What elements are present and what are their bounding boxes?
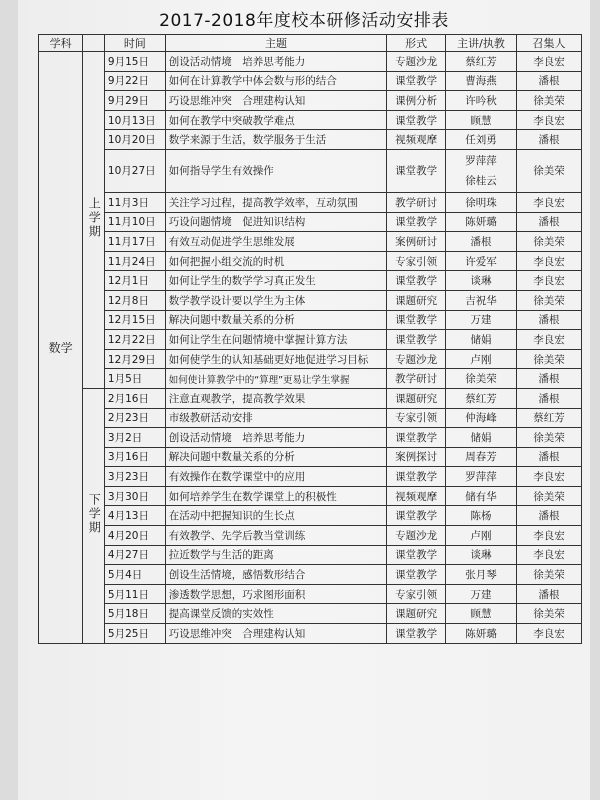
lecturer-cell: 徐明珠: [445, 192, 516, 212]
date-cell: 9月15日: [104, 52, 165, 72]
table-row: [39, 130, 582, 150]
form-cell: 课堂教学: [387, 212, 446, 232]
lecturer-cell: 吉祝华: [445, 290, 516, 310]
table-row: [39, 486, 582, 506]
convener-cell: 潘根: [517, 369, 582, 389]
table-row: [39, 349, 582, 369]
form-cell: 专家引领: [387, 251, 446, 271]
convener-cell: 潘根: [517, 130, 582, 150]
schedule-table: [38, 34, 582, 644]
topic-cell: 创设生活情境，感悟数形结合: [165, 565, 387, 585]
convener-cell: 潘根: [517, 447, 582, 467]
topic-cell: 数学来源于生活，数学服务于生活: [165, 130, 387, 150]
lecturer-cell: 卢刚: [445, 526, 516, 546]
topic-cell: 如何在计算教学中体会数与形的结合: [165, 71, 387, 91]
form-cell: 案例探讨: [387, 447, 446, 467]
header-time: 时间: [104, 35, 165, 52]
topic-cell: 提高课堂反馈的实效性: [165, 604, 387, 624]
topic-cell: 如何把握小组交流的时机: [165, 251, 387, 271]
table-row: [39, 565, 582, 585]
topic-cell: 解决问题中数量关系的分析: [165, 310, 387, 330]
topic-cell: 创设活动情境 培养思考能力: [165, 428, 387, 448]
convener-cell: 徐美荣: [517, 604, 582, 624]
date-cell: 3月16日: [104, 447, 165, 467]
lecturer-cell: 陈杨: [445, 506, 516, 526]
convener-cell: 徐美荣: [517, 91, 582, 111]
topic-cell: 有效互动促进学生思维发展: [165, 232, 387, 252]
form-cell: 专家引领: [387, 584, 446, 604]
form-cell: 专题沙龙: [387, 526, 446, 546]
lecturer-cell: 储娟: [445, 330, 516, 350]
form-cell: 专题沙龙: [387, 52, 446, 72]
lecturer-cell: [445, 149, 516, 192]
table-row: [39, 91, 582, 111]
schedule-body: [39, 52, 582, 644]
topic-cell: 关注学习过程，提高教学效率，互动氛围: [165, 192, 387, 212]
date-cell: 12月29日: [104, 349, 165, 369]
convener-cell: 潘根: [517, 388, 582, 408]
form-cell: 课堂教学: [387, 428, 446, 448]
lecturer-cell: 顾慧: [445, 604, 516, 624]
convener-cell: 徐美荣: [517, 149, 582, 192]
date-cell: 12月8日: [104, 290, 165, 310]
document-page: [18, 0, 590, 800]
semester-label: 下学期: [87, 493, 102, 536]
convener-cell: 徐美荣: [517, 565, 582, 585]
table-row: [39, 71, 582, 91]
topic-cell: 有效操作在数学课堂中的应用: [165, 467, 387, 487]
date-cell: 1月5日: [104, 369, 165, 389]
header-lecturer: 主讲/执教: [445, 35, 516, 52]
form-cell: 课堂教学: [387, 310, 446, 330]
convener-cell: 徐美荣: [517, 349, 582, 369]
form-cell: 课堂教学: [387, 467, 446, 487]
convener-cell: 潘根: [517, 212, 582, 232]
form-cell: 案例研讨: [387, 232, 446, 252]
table-row: [39, 604, 582, 624]
date-cell: 5月11日: [104, 584, 165, 604]
date-cell: 4月27日: [104, 545, 165, 565]
lecturer-cell: 储娟: [445, 428, 516, 448]
date-cell: 3月2日: [104, 428, 165, 448]
form-cell: 教学研讨: [387, 369, 446, 389]
table-row: [39, 545, 582, 565]
lecturer-cell: 罗萍萍: [445, 467, 516, 487]
form-cell: 课例分析: [387, 91, 446, 111]
date-cell: 4月20日: [104, 526, 165, 546]
form-cell: 课题研究: [387, 290, 446, 310]
table-row: [39, 584, 582, 604]
convener-cell: 徐美荣: [517, 428, 582, 448]
lecturer-cell: 徐美荣: [445, 369, 516, 389]
form-cell: 课题研究: [387, 604, 446, 624]
date-cell: 5月25日: [104, 624, 165, 644]
topic-cell: 巧设问题情境 促进知识结构: [165, 212, 387, 232]
form-cell: 课堂教学: [387, 149, 446, 192]
header-convener: 召集人: [517, 35, 582, 52]
date-cell: 10月13日: [104, 110, 165, 130]
date-cell: 11月24日: [104, 251, 165, 271]
date-cell: 3月23日: [104, 467, 165, 487]
lecturer-cell: 卢刚: [445, 349, 516, 369]
topic-cell: 有效教学、先学后教当堂训练: [165, 526, 387, 546]
date-cell: 3月30日: [104, 486, 165, 506]
form-cell: 视频观摩: [387, 130, 446, 150]
header-row: [39, 35, 582, 52]
topic-cell: 如何在教学中突破教学难点: [165, 110, 387, 130]
form-cell: 课题研究: [387, 388, 446, 408]
table-row: [39, 506, 582, 526]
subject-label: 数学: [48, 340, 73, 355]
convener-cell: 潘根: [517, 506, 582, 526]
lecturer-cell: 蔡红芳: [445, 52, 516, 72]
convener-cell: 李良宏: [517, 624, 582, 644]
lecturer-name: 罗萍萍: [465, 154, 497, 167]
form-cell: 专家引领: [387, 408, 446, 428]
date-cell: 2月23日: [104, 408, 165, 428]
topic-cell: 如何使学生的认知基础更好地促进学习目标: [165, 349, 387, 369]
form-cell: 课堂教学: [387, 330, 446, 350]
convener-cell: 李良宏: [517, 545, 582, 565]
convener-cell: 徐美荣: [517, 290, 582, 310]
lecturer-cell: 仲海峰: [445, 408, 516, 428]
form-cell: 课堂教学: [387, 545, 446, 565]
topic-cell: 创设活动情境 培养思考能力: [165, 52, 387, 72]
header-form: 形式: [387, 35, 446, 52]
date-cell: 5月4日: [104, 565, 165, 585]
date-cell: 5月18日: [104, 604, 165, 624]
form-cell: 课堂教学: [387, 271, 446, 291]
semester-cell: [83, 388, 105, 643]
form-cell: 专题沙龙: [387, 349, 446, 369]
convener-cell: 李良宏: [517, 52, 582, 72]
convener-cell: 徐美荣: [517, 486, 582, 506]
topic-cell: 在活动中把握知识的生长点: [165, 506, 387, 526]
header-topic: 主题: [165, 35, 387, 52]
topic-cell: 渗透数学思想，巧求图形面积: [165, 584, 387, 604]
lecturer-cell: 任刘勇: [445, 130, 516, 150]
topic-cell: 解决问题中数量关系的分析: [165, 447, 387, 467]
date-cell: 10月20日: [104, 130, 165, 150]
lecturer-cell: 许吟秋: [445, 91, 516, 111]
table-row: [39, 330, 582, 350]
topic-cell: 如何让学生的数学学习真正发生: [165, 271, 387, 291]
date-cell: 12月15日: [104, 310, 165, 330]
table-row: [39, 408, 582, 428]
table-row: [39, 149, 582, 192]
table-row: [39, 310, 582, 330]
topic-cell: 数学教学设计要以学生为主体: [165, 290, 387, 310]
form-cell: 教学研讨: [387, 192, 446, 212]
topic-cell: 巧设思维冲突 合理建构认知: [165, 91, 387, 111]
table-row: [39, 447, 582, 467]
topic-cell: 如何培养学生在数学课堂上的积极性: [165, 486, 387, 506]
table-row: [39, 388, 582, 408]
date-cell: 2月16日: [104, 388, 165, 408]
lecturer-cell: 陈妍璐: [445, 212, 516, 232]
table-row: [39, 110, 582, 130]
lecturer-cell: 曹海燕: [445, 71, 516, 91]
lecturer-cell: 万建: [445, 310, 516, 330]
date-cell: 12月1日: [104, 271, 165, 291]
table-row: [39, 271, 582, 291]
form-cell: 课堂教学: [387, 506, 446, 526]
topic-cell: 市级教研活动安排: [165, 408, 387, 428]
convener-cell: 潘根: [517, 310, 582, 330]
topic-cell: 注意直观教学，提高教学效果: [165, 388, 387, 408]
table-row: [39, 290, 582, 310]
convener-cell: 潘根: [517, 71, 582, 91]
topic-cell: 如何指导学生有效操作: [165, 149, 387, 192]
table-row: [39, 251, 582, 271]
lecturer-cell: 周春芳: [445, 447, 516, 467]
date-cell: 12月22日: [104, 330, 165, 350]
lecturer-cell: 谈琳: [445, 271, 516, 291]
convener-cell: 李良宏: [517, 526, 582, 546]
form-cell: 课堂教学: [387, 71, 446, 91]
convener-cell: 李良宏: [517, 271, 582, 291]
table-row: [39, 526, 582, 546]
lecturer-cell: 万建: [445, 584, 516, 604]
lecturer-name-secondary: 徐桂云: [465, 174, 497, 187]
table-row: [39, 52, 582, 72]
form-cell: 课堂教学: [387, 624, 446, 644]
topic-cell: 如何使计算教学中的“算理”更易让学生掌握: [165, 369, 387, 389]
convener-cell: 李良宏: [517, 110, 582, 130]
lecturer-cell: 储有华: [445, 486, 516, 506]
date-cell: 4月13日: [104, 506, 165, 526]
table-row: [39, 232, 582, 252]
date-cell: 11月10日: [104, 212, 165, 232]
date-cell: 9月29日: [104, 91, 165, 111]
table-row: [39, 369, 582, 389]
convener-cell: 李良宏: [517, 330, 582, 350]
table-row: [39, 467, 582, 487]
date-cell: 10月27日: [104, 149, 165, 192]
convener-cell: 潘根: [517, 584, 582, 604]
topic-cell: 巧设思维冲突 合理建构认知: [165, 624, 387, 644]
document-title: 2017-2018年度校本研修活动安排表: [159, 11, 449, 31]
date-cell: 9月22日: [104, 71, 165, 91]
header-semester: [83, 35, 105, 52]
convener-cell: 徐美荣: [517, 232, 582, 252]
lecturer-cell: 顾慧: [445, 110, 516, 130]
form-cell: 视频观摩: [387, 486, 446, 506]
date-cell: 11月17日: [104, 232, 165, 252]
table-row: [39, 624, 582, 644]
lecturer-cell: 张月琴: [445, 565, 516, 585]
lecturer-cell: 蔡红芳: [445, 388, 516, 408]
lecturer-cell: 陈妍璐: [445, 624, 516, 644]
table-row: [39, 192, 582, 212]
lecturer-cell: 许爱军: [445, 251, 516, 271]
convener-cell: 李良宏: [517, 467, 582, 487]
semester-label: 上学期: [87, 197, 102, 240]
date-cell: 11月3日: [104, 192, 165, 212]
convener-cell: 蔡红芳: [517, 408, 582, 428]
table-row: [39, 428, 582, 448]
form-cell: 课堂教学: [387, 565, 446, 585]
lecturer-cell: 谈琳: [445, 545, 516, 565]
lecturer-cell: 潘根: [445, 232, 516, 252]
convener-cell: 李良宏: [517, 192, 582, 212]
subject-cell: [39, 52, 83, 644]
topic-cell: 拉近数学与生活的距离: [165, 545, 387, 565]
topic-cell: 如何让学生在问题情境中掌握计算方法: [165, 330, 387, 350]
header-subject: 学科: [39, 35, 83, 52]
convener-cell: 李良宏: [517, 251, 582, 271]
table-row: [39, 212, 582, 232]
form-cell: 课堂教学: [387, 110, 446, 130]
semester-cell: [83, 52, 105, 389]
